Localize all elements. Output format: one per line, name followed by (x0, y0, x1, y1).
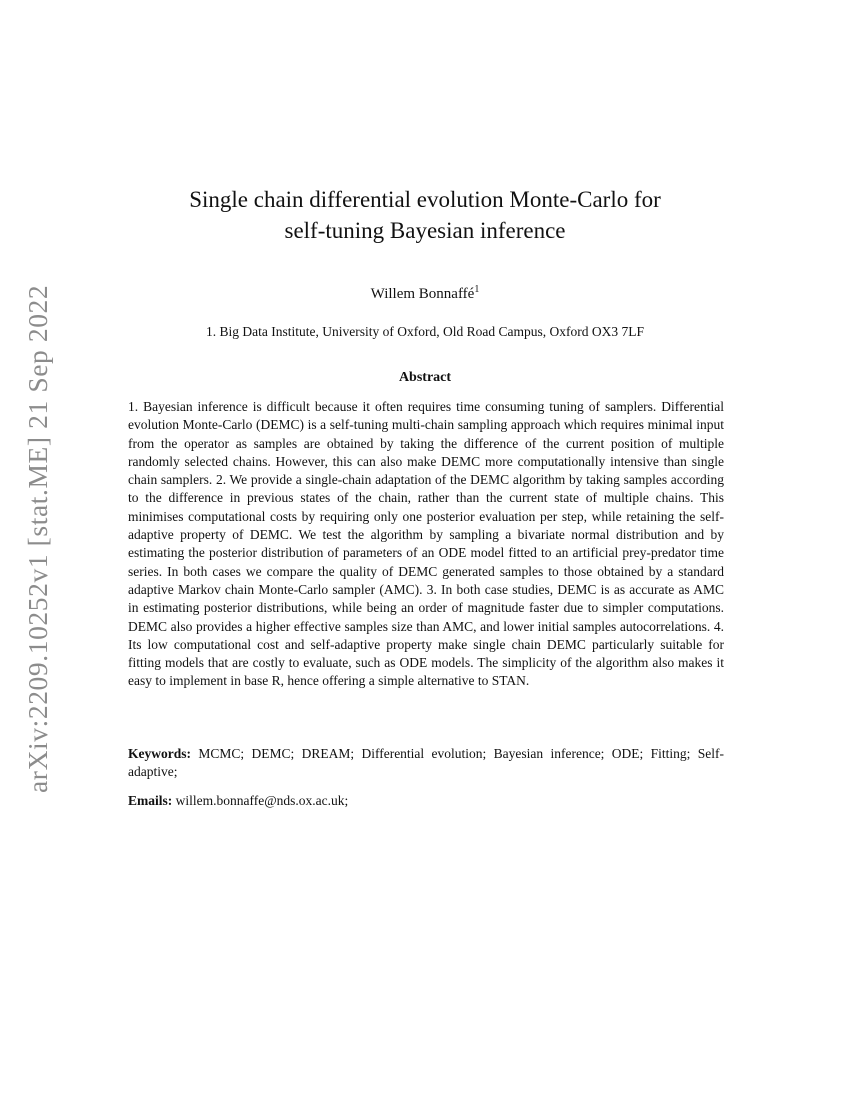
emails-label: Emails: (128, 793, 173, 808)
email-address: willem.bonnaffe@nds.ox.ac.uk; (175, 793, 349, 808)
author-name: Willem Bonnaffé (370, 286, 475, 302)
paper-title (125, 184, 725, 246)
keywords-text: MCMC; DEMC; DREAM; Differential evolution; Bayesian inference; ODE; Fitting; Self-adaptive; (128, 746, 725, 780)
author-affiliation-marker: 1 (474, 284, 480, 295)
abstract-heading: Abstract (398, 370, 452, 385)
emails (128, 792, 724, 810)
keywords-label: Keywords: (128, 746, 191, 761)
affiliation: 1. Big Data Institute, University of Oxford, Old Road Campus, Oxford OX3 7LF (206, 324, 644, 339)
keywords (128, 745, 724, 782)
arxiv-identifier-text: arXiv:2209.10252v1 [stat.ME] 21 Sep 2022 (22, 284, 53, 793)
abstract-body: 1. Bayesian inference is difficult because it often requires time consuming tuning of samplers. Differential evolution Monte-Carlo (DEMC) is a self-tuning multi-chain sampling approach which requires minimal input from the operator as samples are obtained by taking the difference of the current position of multiple randomly selected chains. However, this can also make DEMC more computationally intensive than single chain samplers. 2. We provide a single-chain adaptation of the DEMC algorithm by taking samples according to the difference in previous states of the chain, rather than the current state of multiple chains. This minimises computational costs by requiring only one posterior evaluation per step, while retaining the self-adaptive property of DEMC. We test the algorithm by sampling a bivariate normal distribution and by estimating the posterior distribution of parameters of an ODE model fitted to an artificial prey-predator time series. In both cases we compare the quality of DEMC generated samples to those obtained by a standard adaptive Markov chain Monte-Carlo sampler (AMC). 3. In both case studies, DEMC is as accurate as AMC in estimating posterior distributions, while being an order of magnitude faster due to simpler computations. DEMC also provides a higher effective samples size than AMC, and lower initial samples autocorrelations. 4. Its low computational cost and self-adaptive property make single chain DEMC particularly suitable for fitting models that are costly to evaluate, such as ODE models. The simplicity of the algorithm also makes it easy to implement in base R, hence offering a simple alternative to STAN. (128, 399, 724, 689)
arxiv-identifier-stamp (18, 284, 58, 793)
paper-title-line-1: Single chain differential evolution Monte-Carlo for (189, 187, 661, 212)
paper-title-line-2: self-tuning Bayesian inference (284, 218, 566, 243)
author-line (125, 284, 725, 304)
